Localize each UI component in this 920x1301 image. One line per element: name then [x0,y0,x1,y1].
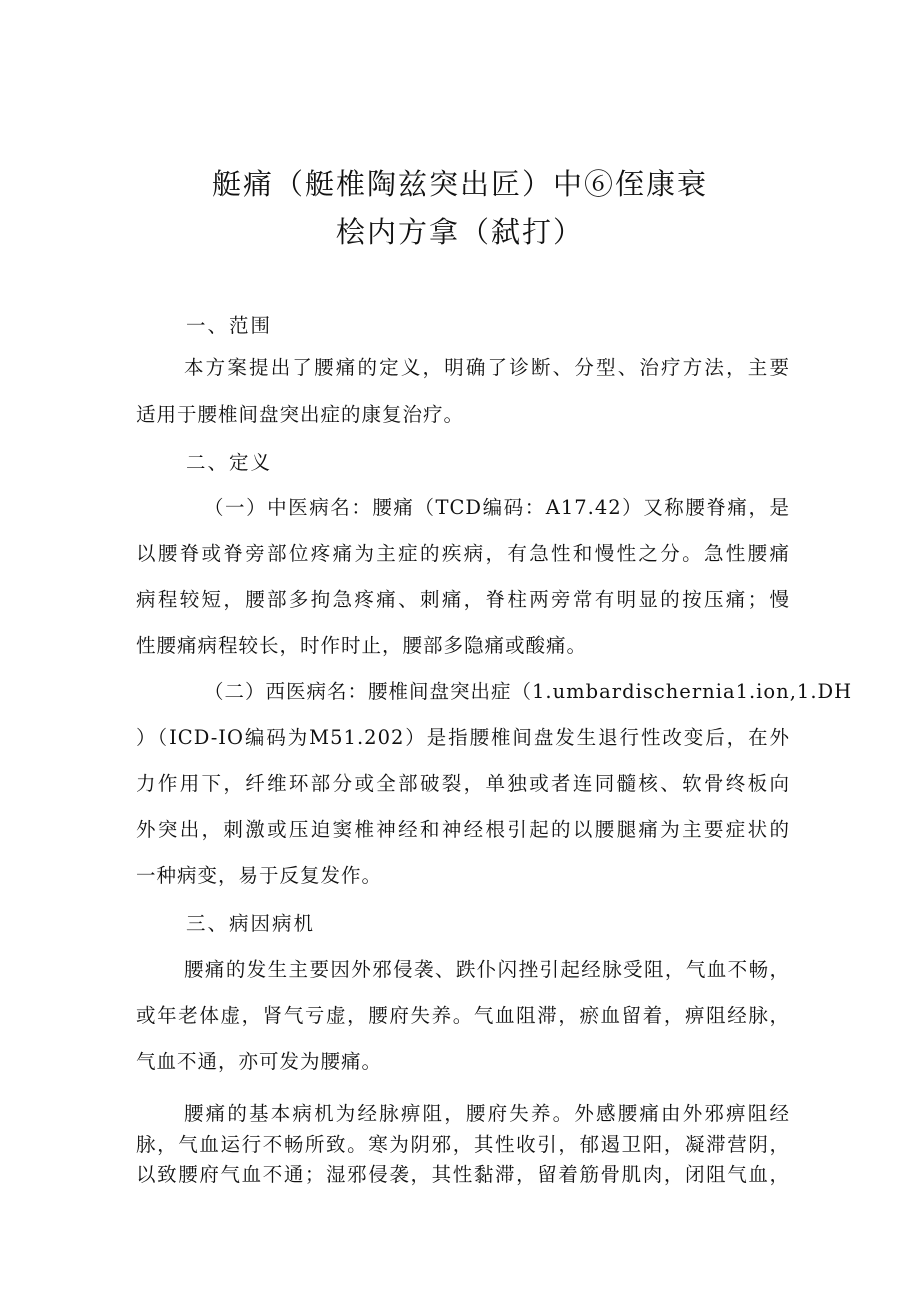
paragraph-line: 气血不通，亦可发为腰痛。 [136,1050,383,1073]
paragraph-line: 腰痛的发生主要因外邪侵袭、跌仆闪挫引起经脉受阻，气血不畅， [184,958,790,981]
paragraph-line: 外突出，刺激或压迫窦椎神经和神经根引起的以腰腿痛为主要症状的 [136,818,790,841]
paragraph-line: （一）中医病名：腰痛（TCD编码：A17.42）又称腰脊痛，是 [204,496,790,519]
paragraph-line: （二）西医病名：腰椎间盘突出症（1.umbardischernia1.ion,1.DH [204,680,853,703]
paragraph-line: 或年老体虚，肾气亏虚，腰府失养。气血阻滞，瘀血留着，痹阻经脉， [136,1004,790,1027]
paragraph-line: 病程较短，腰部多拘急疼痛、刺痛，脊柱两旁常有明显的按压痛；慢 [136,588,790,611]
section-heading-scope: 一、范围 [186,314,273,337]
document-title-line-1: 艇痛（艇椎陶兹突出匠）中⑥侄康衰 [211,167,708,201]
paragraph-line: 脉，气血运行不畅所致。寒为阴邪，其性收引，郁遏卫阳，凝滞营阴， [136,1133,790,1156]
paragraph-line: 一种病变，易于反复发作。 [136,864,383,887]
paragraph-line: ）（ICD-IO编码为M51.202）是指腰椎间盘发生退行性改变后，在外 [136,726,790,749]
paragraph-line: 本方案提出了腰痛的定义，明确了诊断、分型、治疗方法，主要 [184,356,790,379]
paragraph-line: 腰痛的基本病机为经脉痹阻，腰府失养。外感腰痛由外邪痹阻经 [184,1102,790,1125]
paragraph-line: 以致腰府气血不通；湿邪侵袭，其性黏滞，留着筋骨肌肉，闭阻气血， [136,1163,790,1186]
document-title-line-2: 桧内方拿（弑打） [335,215,584,249]
section-heading-definition: 二、定义 [186,451,273,474]
paragraph-line: 以腰脊或脊旁部位疼痛为主症的疾病，有急性和慢性之分。急性腰痛 [136,542,790,565]
paragraph-line: 适用于腰椎间盘突出症的康复治疗。 [136,403,465,426]
section-heading-etiology: 三、病因病机 [186,912,316,935]
paragraph-line: 力作用下，纤维环部分或全部破裂，单独或者连同髓核、软骨终板向 [136,772,790,795]
paragraph-line: 性腰痛病程较长，时作时止，腰部多隐痛或酸痛。 [136,634,588,657]
